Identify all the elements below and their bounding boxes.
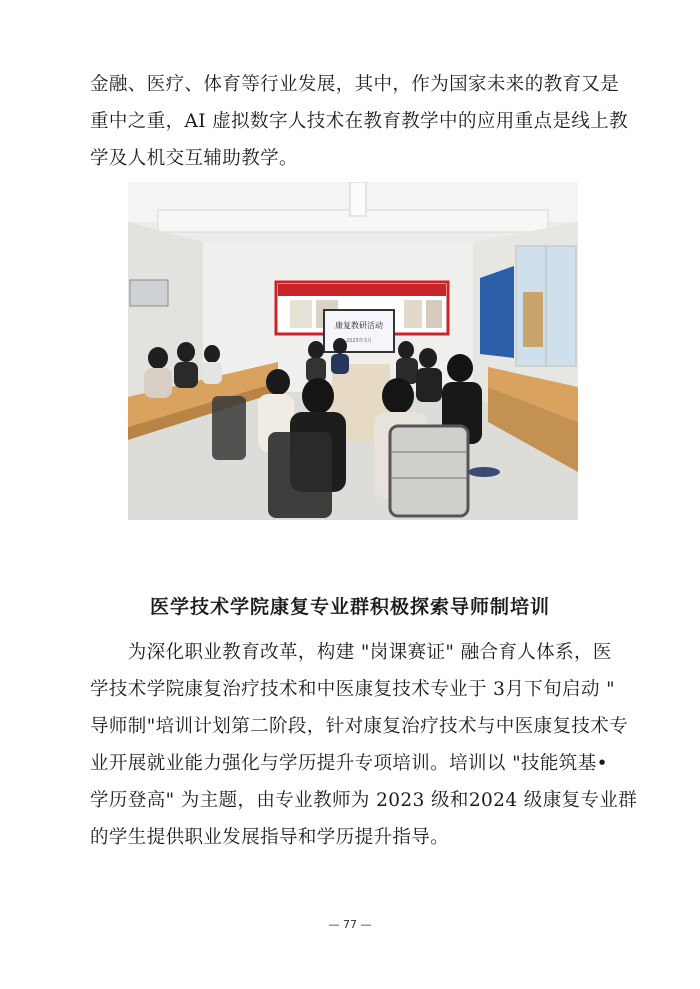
meeting-photo bbox=[128, 182, 578, 520]
article-title: 医学技术学院康复专业群积极探索导师制培训 bbox=[149, 596, 550, 618]
wall-picture bbox=[130, 280, 168, 306]
intro-line: 重中之重，AI 虚拟数字人技术在教育教学中的应用重点是线上教 bbox=[90, 111, 629, 132]
article-line: 学技术学院康复治疗技术和中医康复技术专业于 3月下旬启动 " bbox=[90, 679, 616, 700]
article-line: 为深化职业教育改革，构建 "岗课赛证" 融合育人体系，医 bbox=[90, 642, 612, 663]
intro-paragraph bbox=[90, 66, 629, 177]
article-line: 学历登高" 为主题，由专业教师为 2023 级和2024 级康复专业群 bbox=[90, 790, 638, 811]
article-line: 的学生提供职业发展指导和学历提升指导。 bbox=[90, 827, 450, 848]
article-line: 业开展就业能力强化与学历提升专项培训。培训以 "技能筑基• bbox=[90, 753, 608, 774]
meeting-photo-illustration bbox=[128, 182, 578, 520]
page-number: — 77 — bbox=[328, 918, 372, 931]
article-body bbox=[90, 634, 638, 856]
article-line: 导师制"培训计划第二阶段，针对康复治疗技术与中医康复技术专 bbox=[90, 716, 629, 737]
ceiling-light bbox=[350, 182, 366, 216]
window-curtain bbox=[480, 266, 514, 358]
intro-line: 学及人机交互辅助教学。 bbox=[90, 148, 298, 169]
screen-subtitle: 2025年3月 bbox=[346, 338, 372, 344]
screen-title: 康复教研活动 bbox=[335, 321, 383, 330]
intro-line: 金融、医疗、体育等行业发展，其中，作为国家未来的教育又是 bbox=[90, 74, 620, 95]
